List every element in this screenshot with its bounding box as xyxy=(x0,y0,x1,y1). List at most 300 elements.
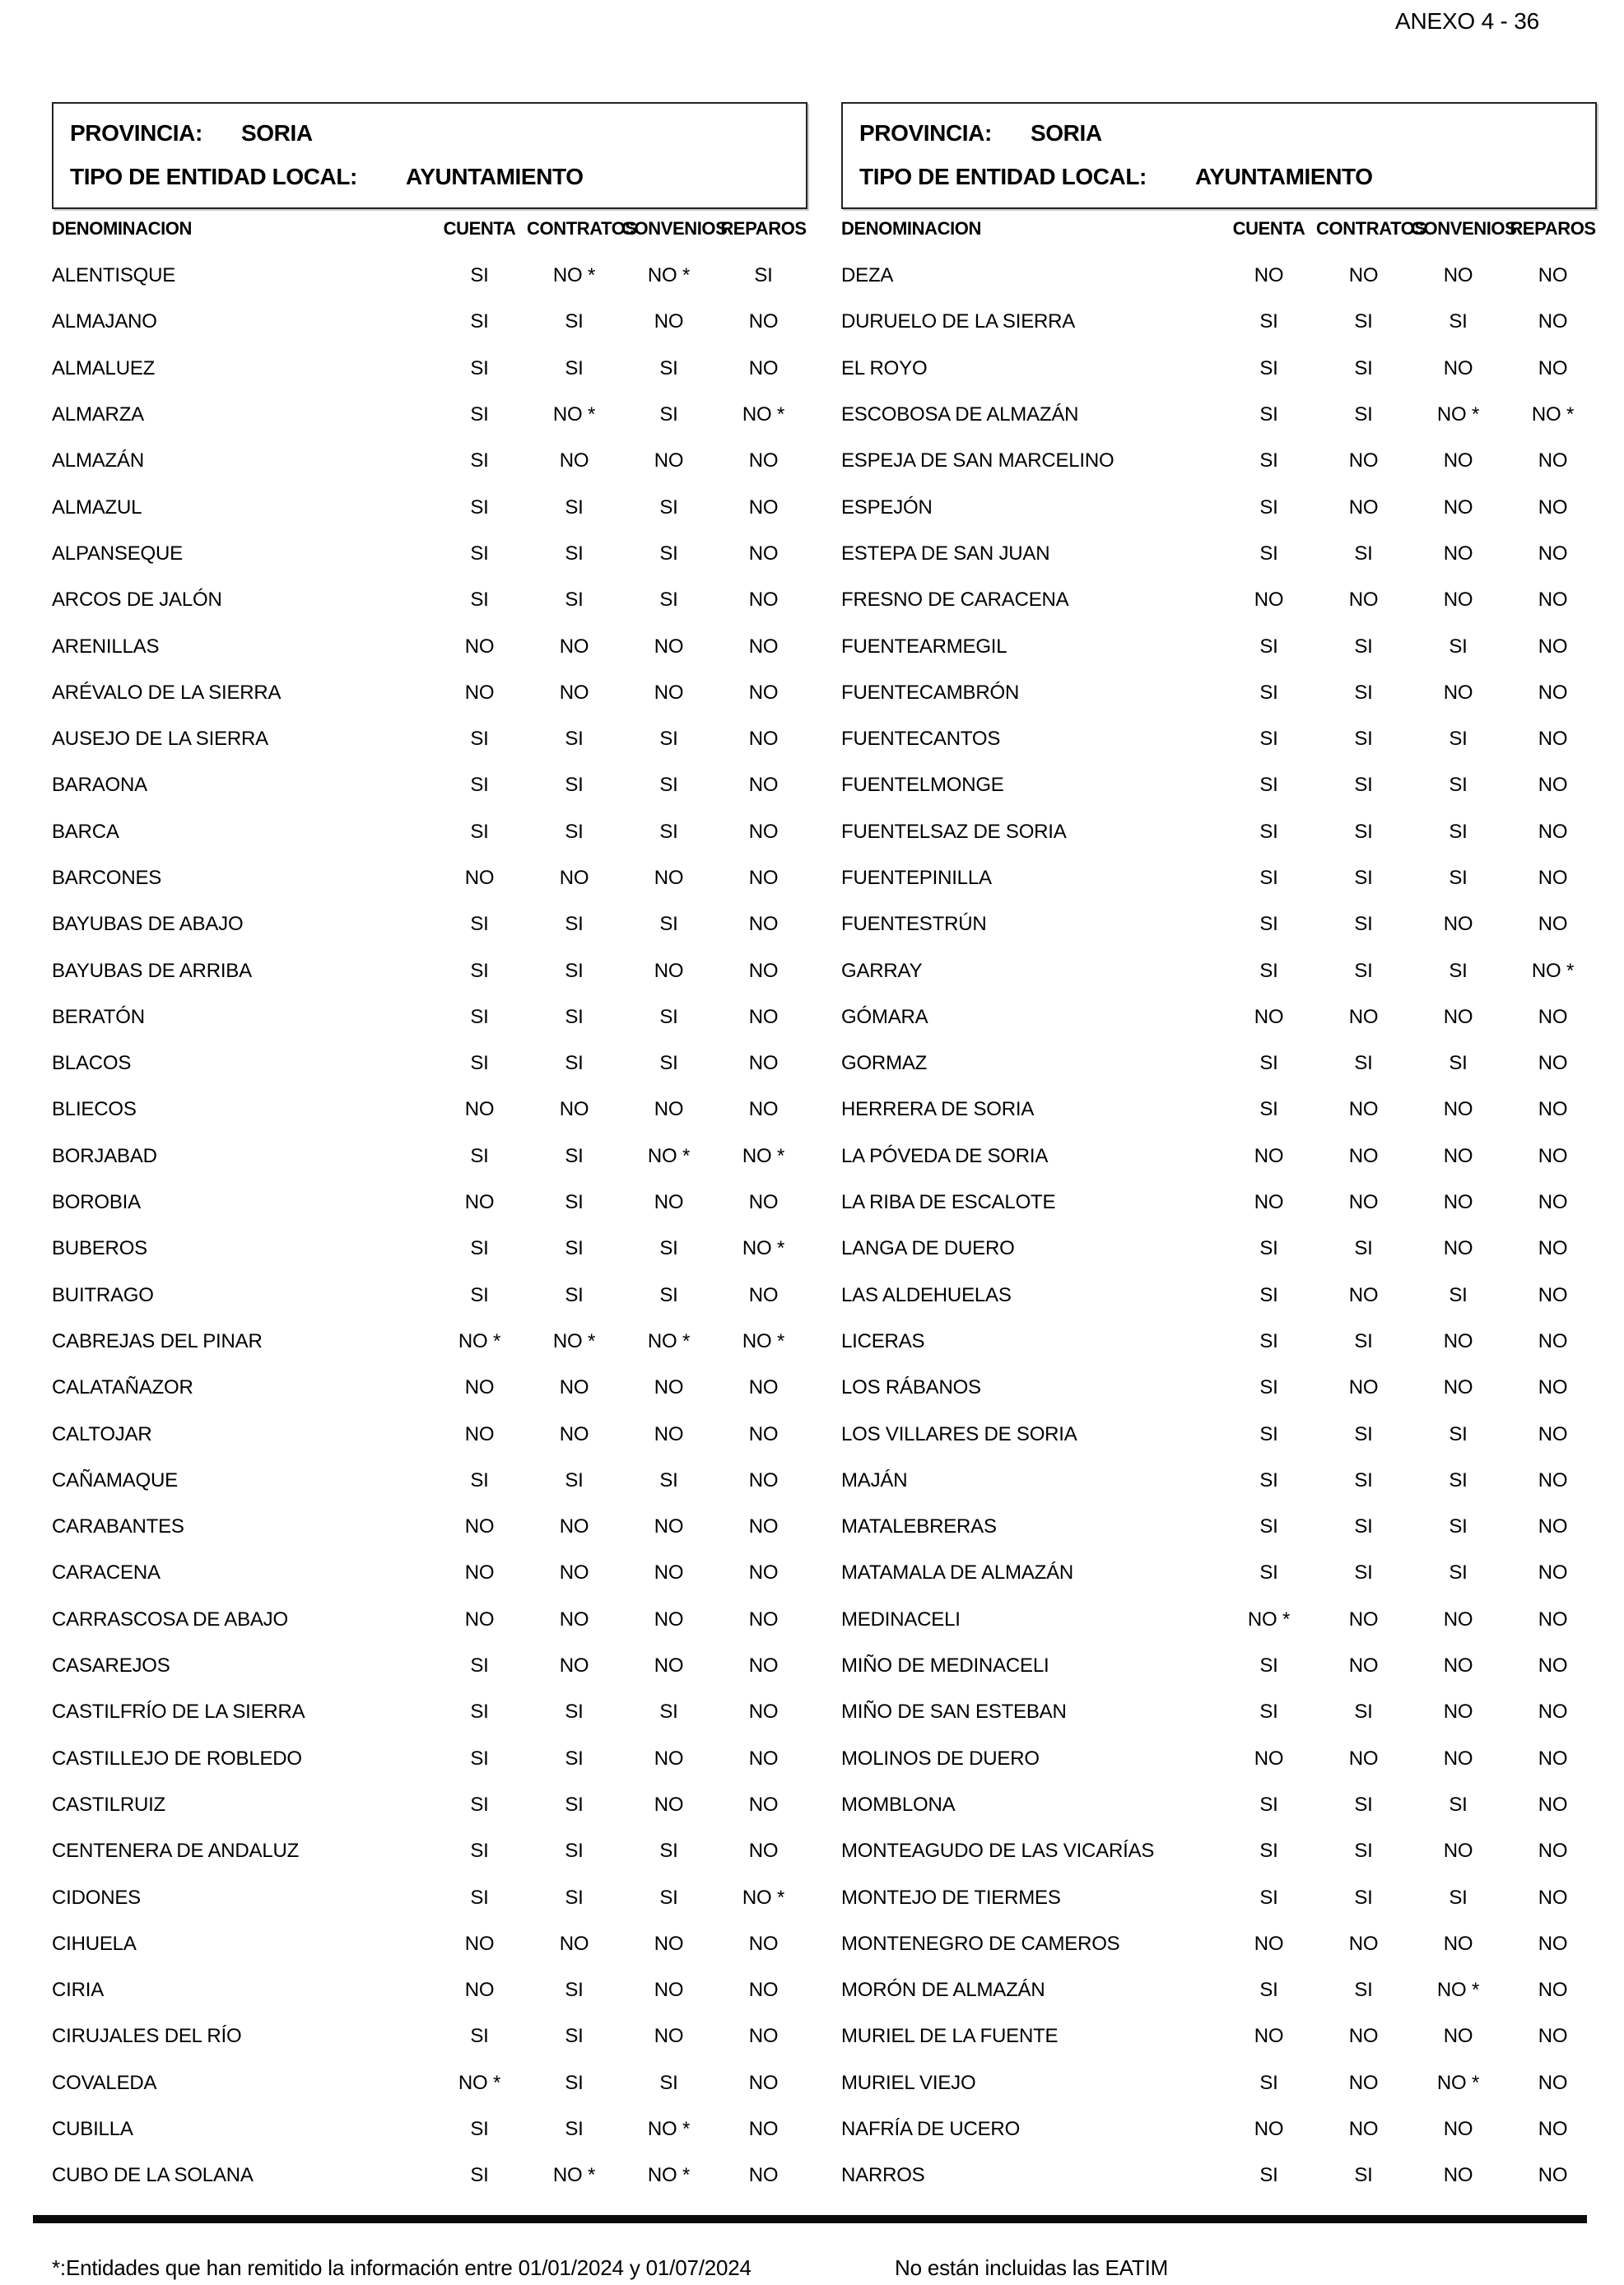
cell-value: SI xyxy=(565,310,584,333)
table-row xyxy=(52,809,811,855)
cell-value: SI xyxy=(470,1468,489,1492)
table-row xyxy=(841,299,1600,345)
cell-value: SI xyxy=(659,913,678,936)
cell-value: SI xyxy=(1449,1561,1468,1585)
cell-value: SI xyxy=(1449,1052,1468,1075)
cell-value: NO xyxy=(1538,1793,1568,1816)
cell-value: SI xyxy=(1259,728,1278,751)
cell-value: SI xyxy=(1449,728,1468,751)
cell-value: NO xyxy=(748,820,779,843)
cell-value: SI xyxy=(1259,1701,1278,1724)
municipality-name: CUBO DE LA SOLANA xyxy=(52,2164,254,2187)
cell-value: NO xyxy=(748,496,779,519)
cell-value: SI xyxy=(1259,496,1278,519)
header-box xyxy=(841,102,1597,209)
cell-value: SI xyxy=(565,496,584,519)
cell-value: SI xyxy=(1259,681,1278,704)
cell-value: NO xyxy=(1538,1005,1568,1028)
municipality-name: MIÑO DE SAN ESTEBAN xyxy=(841,1701,1067,1724)
cell-value: SI xyxy=(470,2164,489,2187)
table-row xyxy=(841,1643,1600,1689)
cell-value: NO xyxy=(559,1098,589,1121)
municipality-name: LA RIBA DE ESCALOTE xyxy=(841,1191,1056,1214)
cell-value: SI xyxy=(565,1144,584,1167)
cell-value: NO xyxy=(654,310,684,333)
table-row xyxy=(52,670,811,716)
municipality-name: FUENTELMONGE xyxy=(841,774,1004,797)
cell-value: SI xyxy=(470,356,489,379)
cell-value: NO xyxy=(559,867,589,889)
municipality-name: MONTEJO DE TIERMES xyxy=(841,1886,1061,1909)
cell-value: NO xyxy=(1348,1747,1379,1770)
cell-value: SI xyxy=(1354,403,1373,426)
cell-value: SI xyxy=(470,728,489,751)
cell-value: NO * xyxy=(647,264,691,287)
table-row xyxy=(52,2152,811,2199)
cell-value: NO * xyxy=(647,1329,691,1352)
cell-value: SI xyxy=(1354,356,1373,379)
cell-value: SI xyxy=(565,356,584,379)
cell-value: NO xyxy=(1254,1932,1284,1955)
cell-value: NO xyxy=(1443,1840,1473,1863)
cell-value: SI xyxy=(1259,774,1278,797)
cell-value: SI xyxy=(565,1979,584,2002)
cell-value: NO xyxy=(748,2025,779,2048)
cell-value: NO xyxy=(1348,1608,1379,1631)
table-row xyxy=(52,855,811,901)
table-row xyxy=(52,623,811,669)
cell-value: SI xyxy=(1354,1840,1373,1863)
table-row xyxy=(841,2152,1600,2199)
cell-value: NO xyxy=(1443,1376,1473,1399)
table-row xyxy=(52,1921,811,1967)
cell-value: NO xyxy=(464,1608,495,1631)
cell-value: NO xyxy=(1538,496,1568,519)
column-header-cuenta: CUENTA xyxy=(443,218,516,239)
table-row xyxy=(841,1921,1600,1967)
cell-value: NO xyxy=(748,1701,779,1724)
table-row xyxy=(841,346,1600,392)
table-row xyxy=(52,346,811,392)
municipality-name: MOLINOS DE DUERO xyxy=(841,1747,1040,1770)
cell-value: SI xyxy=(659,542,678,565)
cell-value: NO xyxy=(748,1793,779,1816)
table-row xyxy=(841,623,1600,669)
cell-value: SI xyxy=(565,1840,584,1863)
cell-value: NO xyxy=(654,1376,684,1399)
cell-value: NO xyxy=(1348,1098,1379,1121)
municipality-name: CIRIA xyxy=(52,1979,105,2002)
table-row xyxy=(841,531,1600,577)
cell-value: SI xyxy=(1259,913,1278,936)
municipality-name: MAJÁN xyxy=(841,1468,908,1492)
cell-value: NO xyxy=(1254,1747,1284,1770)
cell-value: SI xyxy=(1259,1376,1278,1399)
column-header-denominacion: DENOMINACION xyxy=(52,218,192,239)
cell-value: SI xyxy=(1259,1052,1278,1075)
cell-value: SI xyxy=(565,913,584,936)
cell-value: NO * xyxy=(1436,1979,1480,2002)
cell-value: SI xyxy=(1354,1329,1373,1352)
table-row xyxy=(841,855,1600,901)
municipality-name: ALMAJANO xyxy=(52,310,157,333)
table-row xyxy=(841,2106,1600,2152)
municipality-name: DURUELO DE LA SIERRA xyxy=(841,310,1076,333)
municipality-name: FRESNO DE CARACENA xyxy=(841,589,1069,612)
cell-value: NO xyxy=(1443,1144,1473,1167)
table-row xyxy=(841,1828,1600,1874)
municipality-name: CIHUELA xyxy=(52,1932,137,1955)
table-row xyxy=(52,716,811,762)
cell-value: SI xyxy=(565,542,584,565)
table-row xyxy=(52,1273,811,1319)
cell-value: NO * xyxy=(742,403,785,426)
cell-value: NO xyxy=(1443,681,1473,704)
table-row xyxy=(841,1967,1600,2013)
cell-value: NO xyxy=(654,449,684,472)
cell-value: SI xyxy=(1449,1283,1468,1306)
cell-value: SI xyxy=(1259,1329,1278,1352)
table-row xyxy=(52,1643,811,1689)
table-row xyxy=(52,1458,811,1504)
cell-value: SI xyxy=(1354,1886,1373,1909)
municipality-name: LOS RÁBANOS xyxy=(841,1376,981,1399)
table-row xyxy=(841,577,1600,623)
cell-value: SI xyxy=(1354,820,1373,843)
cell-value: NO * xyxy=(552,1329,596,1352)
cell-value: SI xyxy=(470,1144,489,1167)
cell-value: NO xyxy=(1443,2025,1473,2048)
table-row xyxy=(52,1319,811,1365)
cell-value: SI xyxy=(659,1283,678,1306)
municipality-name: CALATAÑAZOR xyxy=(52,1376,193,1399)
cell-value: NO xyxy=(1348,1932,1379,1955)
cell-value: SI xyxy=(1259,310,1278,333)
municipality-name: LICERAS xyxy=(841,1329,925,1352)
municipality-name: ARÉVALO DE LA SIERRA xyxy=(52,681,282,704)
cell-value: SI xyxy=(1449,820,1468,843)
cell-value: SI xyxy=(1259,1515,1278,1538)
table-row xyxy=(52,1133,811,1180)
provincia-row xyxy=(54,120,806,148)
table-row xyxy=(841,670,1600,716)
municipality-name: BERATÓN xyxy=(52,1005,145,1028)
cell-value: SI xyxy=(659,403,678,426)
cell-value: SI xyxy=(1449,1793,1468,1816)
cell-value: NO * xyxy=(458,1329,501,1352)
cell-value: SI xyxy=(565,1052,584,1075)
cell-value: NO * xyxy=(1436,2071,1480,2094)
table-row xyxy=(841,947,1600,994)
cell-value: SI xyxy=(1449,310,1468,333)
municipality-name: CABREJAS DEL PINAR xyxy=(52,1329,263,1352)
cell-value: NO xyxy=(1348,1191,1379,1214)
cell-value: SI xyxy=(1259,959,1278,982)
cell-value: NO xyxy=(559,1422,589,1445)
cell-value: SI xyxy=(1259,1561,1278,1585)
cell-value: SI xyxy=(1259,449,1278,472)
cell-value: SI xyxy=(659,774,678,797)
cell-value: SI xyxy=(565,959,584,982)
cell-value: SI xyxy=(565,820,584,843)
cell-value: NO xyxy=(654,1422,684,1445)
cell-value: NO xyxy=(1348,1283,1379,1306)
cell-value: SI xyxy=(1259,542,1278,565)
tipo-entidad-row xyxy=(843,164,1595,192)
cell-value: NO * xyxy=(647,2118,691,2141)
footnote-asterisk: *:Entidades que han remitido la información entre 01/01/2024 y 01/07/2024 xyxy=(52,2255,752,2280)
cell-value: NO xyxy=(464,681,495,704)
cell-value: NO xyxy=(748,1422,779,1445)
table-row xyxy=(52,1597,811,1643)
cell-value: SI xyxy=(470,589,489,612)
cell-value: SI xyxy=(470,310,489,333)
panel-right xyxy=(841,0,1600,2222)
municipality-name: CAÑAMAQUE xyxy=(52,1468,178,1492)
cell-value: NO xyxy=(654,959,684,982)
cell-value: NO xyxy=(1538,2164,1568,2187)
table-row xyxy=(52,762,811,808)
cell-value: NO xyxy=(1538,635,1568,658)
cell-value: NO * xyxy=(742,1329,785,1352)
column-header-reparos: REPAROS xyxy=(720,218,807,239)
cell-value: NO xyxy=(654,1932,684,1955)
column-header-cuenta: CUENTA xyxy=(1232,218,1305,239)
cell-value: NO xyxy=(1443,1237,1473,1260)
cell-value: SI xyxy=(1259,403,1278,426)
cell-value: SI xyxy=(1354,2164,1373,2187)
cell-value: SI xyxy=(1354,542,1373,565)
cell-value: NO xyxy=(1538,1052,1568,1075)
municipality-name: CARRASCOSA DE ABAJO xyxy=(52,1608,288,1631)
cell-value: NO xyxy=(1538,2071,1568,2094)
cell-value: NO xyxy=(748,356,779,379)
municipality-name: MONTENEGRO DE CAMEROS xyxy=(841,1932,1120,1955)
cell-value: SI xyxy=(565,1701,584,1724)
cell-value: NO xyxy=(1538,2118,1568,2141)
cell-value: NO xyxy=(1443,449,1473,472)
table-row xyxy=(841,716,1600,762)
cell-value: NO xyxy=(1538,1654,1568,1678)
municipality-name: CASTILRUIZ xyxy=(52,1793,166,1816)
cell-value: NO xyxy=(748,728,779,751)
table-row xyxy=(52,438,811,484)
cell-value: NO xyxy=(1348,1654,1379,1678)
cell-value: NO xyxy=(1443,2164,1473,2187)
municipality-name: BLIECOS xyxy=(52,1098,137,1121)
cell-value: NO xyxy=(748,1747,779,1770)
cell-value: NO xyxy=(1254,264,1284,287)
municipality-name: COVALEDA xyxy=(52,2071,157,2094)
cell-value: NO xyxy=(1538,1422,1568,1445)
cell-value: SI xyxy=(1354,1422,1373,1445)
cell-value: NO xyxy=(654,1098,684,1121)
cell-value: NO xyxy=(1443,496,1473,519)
cell-value: SI xyxy=(1259,1283,1278,1306)
municipality-name: CARABANTES xyxy=(52,1515,184,1538)
table-body xyxy=(841,253,1600,2199)
provincia-value: SORIA xyxy=(241,120,313,146)
cell-value: SI xyxy=(1449,1886,1468,1909)
cell-value: NO xyxy=(559,1376,589,1399)
cell-value: NO xyxy=(1443,1329,1473,1352)
cell-value: SI xyxy=(565,1283,584,1306)
cell-value: SI xyxy=(1354,1793,1373,1816)
cell-value: NO xyxy=(654,681,684,704)
municipality-name: ESPEJÓN xyxy=(841,496,933,519)
municipality-name: BUITRAGO xyxy=(52,1283,154,1306)
cell-value: NO xyxy=(1538,1840,1568,1863)
cell-value: SI xyxy=(659,589,678,612)
cell-value: SI xyxy=(1354,1468,1373,1492)
cell-value: NO xyxy=(1348,1376,1379,1399)
municipality-name: LOS VILLARES DE SORIA xyxy=(841,1422,1077,1445)
table-row xyxy=(841,1874,1600,1920)
separator-line xyxy=(33,2215,1587,2223)
cell-value: SI xyxy=(470,1840,489,1863)
table-row xyxy=(841,1458,1600,1504)
column-header-convenios: CONVENIOS xyxy=(621,218,728,239)
cell-value: SI xyxy=(470,913,489,936)
cell-value: NO xyxy=(1443,589,1473,612)
cell-value: NO xyxy=(748,1561,779,1585)
column-header-convenios: CONVENIOS xyxy=(1411,218,1517,239)
cell-value: SI xyxy=(470,1793,489,1816)
cell-value: NO * xyxy=(742,1237,785,1260)
table-row xyxy=(841,1319,1600,1365)
cell-value: SI xyxy=(659,1840,678,1863)
table-row xyxy=(841,1411,1600,1457)
cell-value: NO xyxy=(1443,1191,1473,1214)
cell-value: NO xyxy=(1443,1747,1473,1770)
municipality-name: LA PÓVEDA DE SORIA xyxy=(841,1144,1049,1167)
cell-value: NO xyxy=(1538,1608,1568,1631)
cell-value: NO xyxy=(654,867,684,889)
cell-value: NO xyxy=(748,867,779,889)
cell-value: SI xyxy=(1449,959,1468,982)
cell-value: NO xyxy=(1538,310,1568,333)
municipality-name: CALTOJAR xyxy=(52,1422,152,1445)
cell-value: NO xyxy=(559,681,589,704)
cell-value: NO xyxy=(748,1979,779,2002)
cell-value: SI xyxy=(659,1005,678,1028)
table-row xyxy=(841,1273,1600,1319)
cell-value: SI xyxy=(659,2071,678,2094)
cell-value: NO xyxy=(748,774,779,797)
cell-value: SI xyxy=(1354,959,1373,982)
table-row xyxy=(52,1550,811,1596)
table-row xyxy=(841,1087,1600,1133)
cell-value: NO xyxy=(1254,2118,1284,2141)
cell-value: SI xyxy=(470,1747,489,1770)
cell-value: NO * xyxy=(647,2164,691,2187)
cell-value: SI xyxy=(470,542,489,565)
cell-value: NO xyxy=(1538,1098,1568,1121)
cell-value: NO xyxy=(1538,449,1568,472)
cell-value: NO xyxy=(748,449,779,472)
table-row xyxy=(52,1087,811,1133)
municipality-name: BLACOS xyxy=(52,1052,132,1075)
cell-value: NO xyxy=(1348,589,1379,612)
cell-value: NO xyxy=(748,2118,779,2141)
cell-value: SI xyxy=(1259,1840,1278,1863)
table-row xyxy=(841,392,1600,438)
cell-value: NO xyxy=(748,1932,779,1955)
cell-value: SI xyxy=(565,2071,584,2094)
cell-value: SI xyxy=(1259,2071,1278,2094)
municipality-name: ALMALUEZ xyxy=(52,356,156,379)
cell-value: NO * xyxy=(647,1144,691,1167)
cell-value: NO xyxy=(1538,2025,1568,2048)
cell-value: NO xyxy=(748,589,779,612)
cell-value: NO xyxy=(1443,1608,1473,1631)
cell-value: NO xyxy=(748,1515,779,1538)
cell-value: NO xyxy=(1348,2025,1379,2048)
cell-value: SI xyxy=(470,1283,489,1306)
municipality-name: ESTEPA DE SAN JUAN xyxy=(841,542,1050,565)
municipality-name: AUSEJO DE LA SIERRA xyxy=(52,728,268,751)
cell-value: SI xyxy=(470,959,489,982)
municipality-name: CARACENA xyxy=(52,1561,161,1585)
cell-value: SI xyxy=(565,589,584,612)
table-row xyxy=(841,1226,1600,1272)
provincia-value: SORIA xyxy=(1031,120,1102,146)
cell-value: SI xyxy=(659,1052,678,1075)
cell-value: NO xyxy=(748,1654,779,1678)
cell-value: NO xyxy=(1538,681,1568,704)
municipality-name: BARCONES xyxy=(52,867,162,889)
cell-value: NO xyxy=(1538,1515,1568,1538)
cell-value: NO xyxy=(654,1747,684,1770)
municipality-name: MIÑO DE MEDINACELI xyxy=(841,1654,1049,1678)
cell-value: SI xyxy=(1449,1515,1468,1538)
municipality-name: MATAMALA DE ALMAZÁN xyxy=(841,1561,1074,1585)
cell-value: NO xyxy=(1538,1283,1568,1306)
municipality-name: NARROS xyxy=(841,2164,925,2187)
footnote-eatim: No están incluidas las EATIM xyxy=(895,2255,1169,2280)
municipality-name: CENTENERA DE ANDALUZ xyxy=(52,1840,300,1863)
cell-value: SI xyxy=(1354,1237,1373,1260)
tipo-entidad-value: AYUNTAMIENTO xyxy=(406,164,584,189)
cell-value: SI xyxy=(470,403,489,426)
cell-value: NO xyxy=(1538,1932,1568,1955)
cell-value: NO * xyxy=(552,264,596,287)
cell-value: SI xyxy=(1259,820,1278,843)
cell-value: NO xyxy=(464,1098,495,1121)
tipo-entidad-label: TIPO DE ENTIDAD LOCAL: xyxy=(859,164,1147,189)
cell-value: SI xyxy=(1449,1422,1468,1445)
table-body xyxy=(52,253,811,2199)
cell-value: SI xyxy=(1259,1422,1278,1445)
cell-value: NO xyxy=(1443,913,1473,936)
cell-value: NO xyxy=(748,1191,779,1214)
cell-value: NO * xyxy=(552,403,596,426)
table-row xyxy=(841,1597,1600,1643)
cell-value: SI xyxy=(470,1237,489,1260)
municipality-name: MOMBLONA xyxy=(841,1793,956,1816)
cell-value: NO xyxy=(1443,264,1473,287)
table-row xyxy=(841,1040,1600,1087)
cell-value: SI xyxy=(470,2025,489,2048)
cell-value: SI xyxy=(470,496,489,519)
column-headers xyxy=(52,212,811,245)
cell-value: NO xyxy=(1443,1932,1473,1955)
table-row xyxy=(841,1550,1600,1596)
cell-value: NO xyxy=(1538,542,1568,565)
table-row xyxy=(841,2060,1600,2106)
cell-value: NO xyxy=(1538,867,1568,889)
cell-value: NO xyxy=(1443,1098,1473,1121)
